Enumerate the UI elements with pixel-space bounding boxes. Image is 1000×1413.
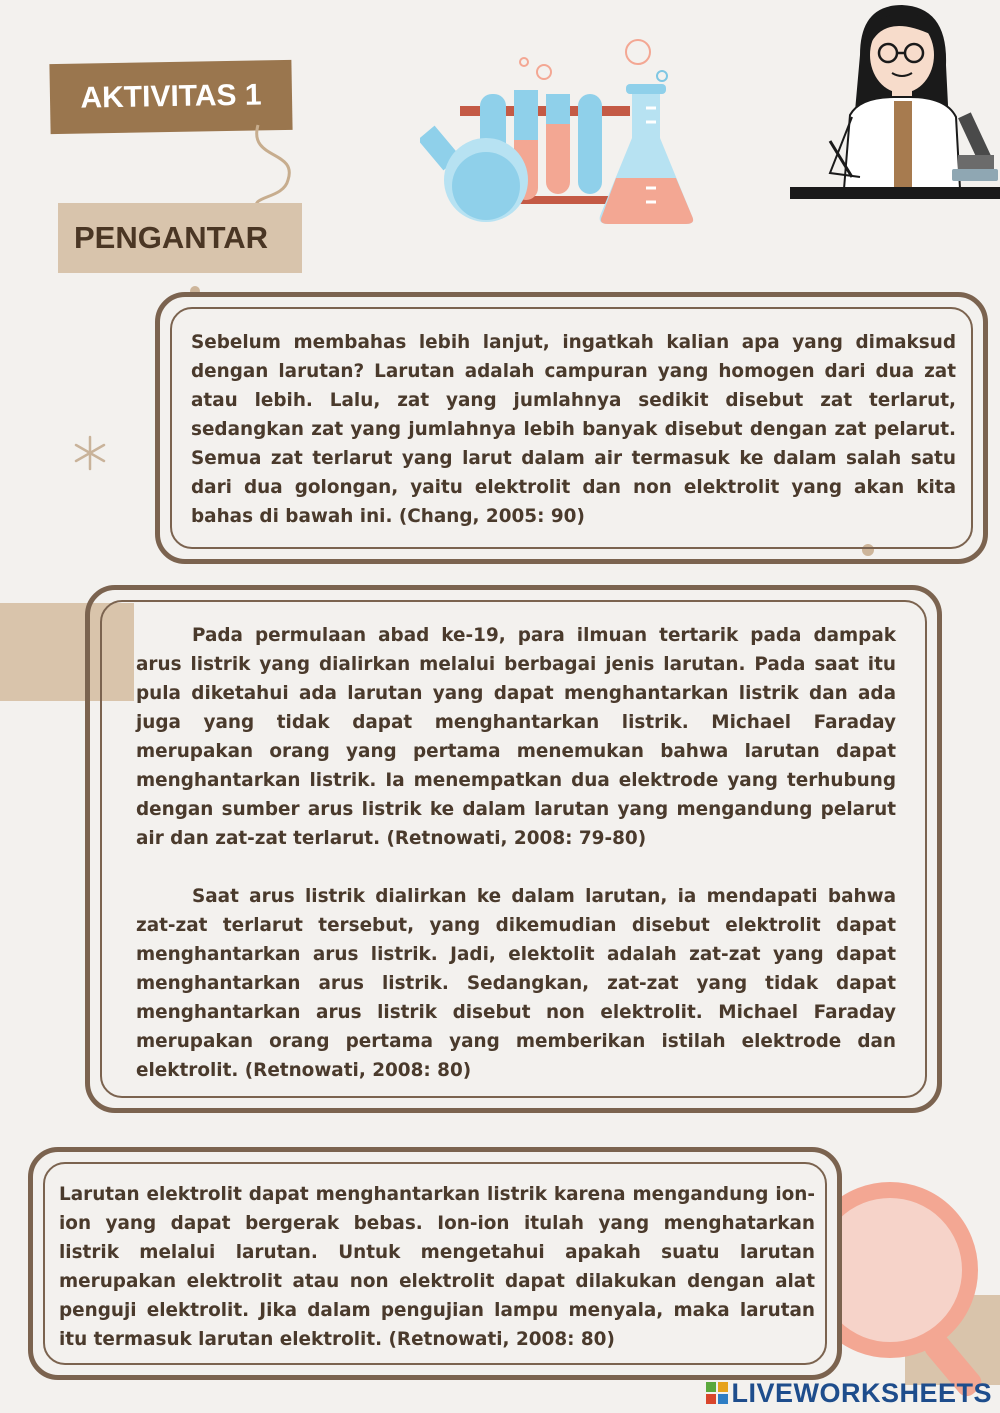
- asterisk-icon: [72, 435, 108, 471]
- history-box: [85, 585, 942, 1113]
- section-tag: PENGANTAR: [58, 203, 302, 273]
- history-paragraph-1: Pada permulaan abad ke-19, para ilmuan tertarik pada dampak arus listrik yang dialirkan melalui berbagai jenis larutan. Pada saat itu pula diketahui ada larutan yang dapat menghantarkan listrik dan ada juga yang tidak dapat menghantarkan listrik. Michael Faraday merupakan orang yang pertama menemukan bahwa larutan dapat menghantarkan listrik. Ia menempatkan dua elektrode yang terhubung dengan sumber arus listrik ke dalam larutan yang mengandung pelarut air dan zat-zat terlarut. (Retnowati, 2008: 79-80): [136, 625, 896, 849]
- lab-glassware-icon: [420, 38, 710, 228]
- history-paragraph-2: Saat arus listrik dialirkan ke dalam larutan, ia mendapati bahwa zat-zat terlarut tersebut, yang dikemudian disebut elektrolit dapat menghantarkan arus listrik. Jadi, elektolit adalah zat-zat yang dapat menghantarkan arus listrik. Sedangkan, zat-zat yang tidak dapat menghantarkan arus listrik disebut non elektrolit. Michael Faraday merupakan orang pertama yang memberikan istilah elektrode dan elektrolit. (Retnowati, 2008: 80): [136, 886, 896, 1081]
- activity-tag: AKTIVITAS 1: [49, 60, 292, 134]
- history-text: [136, 621, 896, 1085]
- electrolyte-text: Larutan elektrolit dapat menghantarkan listrik karena mengandung ion-ion yang dapat bergerak bebas. Ion-ion itulah yang menghatarkan listrik melalui larutan. Untuk mengetahui apakah suatu larutan merupakan elektrolit atau non elektrolit dapat dilakukan dengan alat penguji elektrolit. Jika dalam pengujian lampu menyala, maka larutan itu termasuk larutan elektrolit. (Retnowati, 2008: 80): [59, 1184, 815, 1350]
- liveworksheets-mark-icon: [706, 1382, 728, 1404]
- liveworksheets-logo[interactable]: [706, 1378, 992, 1409]
- scientist-illustration-icon: [790, 5, 1000, 205]
- intro-text: Sebelum membahas lebih lanjut, ingatkah kalian apa yang dimaksud dengan larutan? Larutan adalah campuran yang homogen dari dua zat atau lebih. Lalu, zat yang jumlahnya sedikit disebut zat terlarut, sedangkan zat yang jumlahnya lebih banyak disebut dengan zat pelarut. Semua zat terlarut yang larut dalam air termasuk ke dalam salah satu dari dua golongan, yaitu elektrolit dan non elektrolit yang akan kita bahas di bawah ini. (Chang, 2005: 90): [191, 332, 956, 527]
- brand-text: LIVEWORKSHEETS: [731, 1378, 992, 1408]
- electrolyte-box: [28, 1147, 842, 1380]
- intro-box: [155, 292, 988, 564]
